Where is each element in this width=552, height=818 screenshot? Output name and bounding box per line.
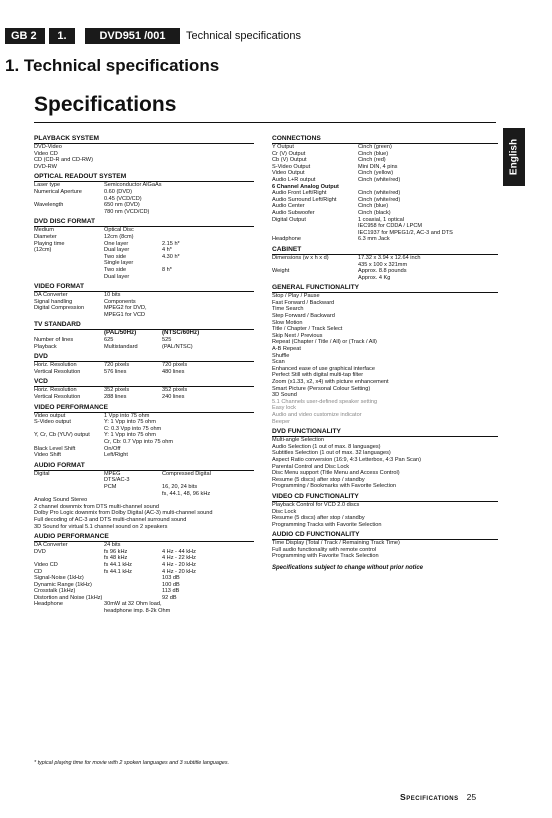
spec-value: fs 44.1 kHz — [104, 568, 132, 575]
spec-value: Cinch (green) — [358, 144, 392, 150]
spec-row — [34, 369, 254, 376]
spec-row — [34, 267, 254, 274]
spec-value: 0.60 (DVD) — [104, 188, 132, 195]
spec-label: Medium — [34, 227, 54, 234]
spec-value: Approx. 4 Kg — [358, 274, 391, 281]
model-box: DVD951 /001 — [85, 28, 180, 44]
spec-label: Number of lines — [34, 337, 74, 344]
notice: Specifications subject to change without prior notice — [272, 565, 424, 572]
spec-value: 352 pixels — [162, 387, 188, 394]
spec-row — [272, 170, 498, 177]
spec-row — [272, 210, 498, 217]
spec-value: Cinch (black) — [358, 209, 391, 216]
spec-head-row — [34, 330, 254, 337]
section-heading: TV STANDARD — [34, 321, 254, 330]
page-footer — [400, 792, 476, 802]
spec-line: Resume (5 discs) after stop / standby — [272, 476, 365, 483]
spec-value: Cinch (white/red) — [358, 176, 401, 183]
spec-line: Parental Control and Disc Lock — [272, 463, 350, 470]
page-number: 25 — [466, 792, 477, 802]
spec-label: Dimensions (w x h x d) — [272, 254, 329, 261]
spec-line: Programming with Favorite Track Selection — [272, 553, 379, 560]
spec-value: 4 Hz - 20 kHz — [162, 568, 196, 575]
spec-row — [34, 299, 254, 306]
spec-label: Headphone — [34, 601, 63, 608]
spec-value: 480 lines — [162, 368, 185, 375]
spec-value: DTS/AC-3 — [104, 477, 130, 484]
spec-value: 24 bits — [104, 542, 121, 549]
spec-row — [34, 151, 254, 158]
spec-value: 352 pixels — [104, 387, 130, 394]
spec-head: (NTSC/60Hz) — [162, 329, 200, 337]
spec-row — [272, 190, 498, 197]
spec-row — [34, 582, 254, 589]
spec-label: Diameter — [34, 233, 57, 240]
spec-section — [34, 404, 254, 459]
spec-value: 12cm (8cm) — [104, 233, 134, 240]
spec-label: Video Output — [272, 170, 305, 177]
spec-section — [272, 493, 498, 528]
spec-row — [34, 413, 254, 420]
spec-line: Programming / Bookmarks with Favorite Selection — [272, 483, 397, 490]
spec-label: Wavelength — [34, 202, 64, 209]
spec-label: Horiz. Resolution — [34, 387, 77, 394]
spec-value: 113 dB — [162, 588, 180, 595]
spec-value: 288 lines — [104, 394, 127, 401]
spec-label: Signal-Noise (1kHz) — [34, 575, 84, 582]
spec-label: (12cm) — [34, 247, 52, 254]
spec-section — [272, 428, 498, 490]
spec-value: Y: 1 Vpp into 75 ohm — [104, 419, 156, 426]
spec-line: 3D Sound — [272, 392, 297, 399]
spec-value: 0.45 (VCD/CD) — [104, 195, 142, 202]
right-column — [272, 135, 498, 572]
section-heading: VCD — [34, 378, 254, 387]
section-heading: AUDIO FORMAT — [34, 462, 254, 471]
spec-value: 780 nm (VCD/CD) — [104, 208, 150, 215]
spec-row — [34, 484, 254, 491]
spec-label: S-Video Output — [272, 163, 311, 170]
spec-row — [272, 203, 498, 210]
spec-label: Y, Cr, Cb (YUV) output — [34, 432, 90, 439]
spec-label: Cb (V) Output — [272, 157, 307, 164]
spec-section — [34, 135, 254, 170]
spec-value: MPEG1 for VCD — [104, 311, 146, 318]
spec-line: Repeat (Chapter / Title / All) or (Track / All) — [272, 339, 377, 346]
spec-value: Dual layer — [104, 273, 130, 280]
spec-section — [272, 531, 498, 560]
spec-line: Full audio functionality with remote control — [272, 546, 377, 553]
spec-label: Distortion and Noise (1kHz) — [34, 594, 103, 601]
section-heading: PLAYBACK SYSTEM — [34, 135, 254, 144]
spec-row — [34, 312, 254, 319]
spec-row — [272, 177, 498, 184]
spec-row — [34, 452, 254, 459]
spec-row — [34, 419, 254, 426]
spec-value: 30mW at 32 Ohm load, — [104, 601, 162, 608]
spec-value: 4 h* — [162, 247, 172, 254]
spec-value: fs 96 kHz — [104, 548, 128, 555]
spec-line: Perfect Still with digital multi-tap filter — [272, 372, 364, 379]
spec-value: 650 nm (DVD) — [104, 202, 140, 209]
spec-value: 8 h* — [162, 266, 172, 273]
spec-value: C: 0.3 Vpp into 75 ohm — [104, 425, 162, 432]
spec-row — [34, 241, 254, 248]
spec-section — [34, 533, 254, 615]
spec-line: Skip Next / Previous — [272, 332, 323, 339]
spec-value: MPEG — [104, 470, 121, 477]
spec-label: Laser type — [34, 182, 61, 189]
spec-value: 435 x 100 x 321mm — [358, 261, 408, 268]
spec-value: IEC958 for CDDA / LPCM — [358, 223, 423, 230]
spec-row — [34, 608, 254, 615]
spec-row — [272, 230, 498, 237]
spec-value: Approx. 8.8 pounds — [358, 268, 407, 275]
footer-label: Specifications — [400, 792, 459, 802]
spec-value: Cinch (red) — [358, 157, 386, 164]
section-heading: AUDIO CD FUNCTIONALITY — [272, 531, 498, 540]
section-heading: GENERAL FUNCTIONALITY — [272, 284, 498, 293]
spec-value: Two side — [104, 266, 127, 273]
spec-label: Video CD — [34, 561, 58, 568]
spec-label: Signal handling — [34, 298, 73, 305]
spec-value: 720 pixels — [162, 362, 188, 369]
spec-label: Audio Subwoofer — [272, 209, 315, 216]
spec-value: 16, 20, 24 bits — [162, 483, 198, 490]
spec-section — [34, 462, 254, 530]
spec-section — [34, 353, 254, 375]
spec-row — [34, 209, 254, 216]
spec-label: Audio Surround Left/Right — [272, 196, 337, 203]
spec-line: Time Display (Total / Track / Remaining Track Time) — [272, 540, 400, 547]
spec-row — [34, 575, 254, 582]
spec-label: Playing time — [34, 240, 65, 247]
spec-value: Multistandard — [104, 343, 138, 350]
section-heading: DVD DISC FORMAT — [34, 218, 254, 227]
spec-label: Cr (V) Output — [272, 150, 306, 157]
section-heading: CONNECTIONS — [272, 135, 498, 144]
spec-line: Smart Picture (Personal Colour Setting) — [272, 385, 371, 392]
spec-row — [34, 337, 254, 344]
section-heading: VIDEO CD FUNCTIONALITY — [272, 493, 498, 502]
spec-value: 576 lines — [104, 368, 127, 375]
spec-value: Cinch (blue) — [358, 150, 389, 157]
spec-row — [34, 562, 254, 569]
spec-line: 3D Sound for virtual 5.1 channel sound on 2 speakers — [34, 523, 168, 530]
spec-row — [272, 164, 498, 171]
spec-row — [34, 432, 254, 439]
spec-label: Weight — [272, 268, 290, 275]
spec-value: Components — [104, 298, 136, 305]
spec-label: Video output — [34, 412, 66, 419]
spec-row — [272, 255, 498, 262]
spec-line: Multi-angle Selection — [272, 437, 324, 444]
spec-label: Digital Output — [272, 216, 306, 223]
spec-label: Video CD — [34, 150, 58, 157]
spec-label: Audio Front Left/Right — [272, 190, 327, 197]
spec-value: 17.32 x 3.94 x 12.64 inch — [358, 254, 421, 261]
spec-row — [272, 197, 498, 204]
spec-row — [34, 555, 254, 562]
spec-section — [272, 246, 498, 281]
spec-head: (PAL/50Hz) — [104, 329, 137, 337]
spec-line: Zoom (x1.33, x2, x4) with picture enhancement — [272, 379, 389, 385]
spec-value: Y: 1 Vpp into 75 ohm — [104, 432, 156, 439]
spec-row — [34, 549, 254, 556]
spec-row — [272, 268, 498, 275]
spec-row — [34, 477, 254, 484]
spec-line: Shuffle — [272, 352, 290, 359]
spec-value: Cinch (yellow) — [358, 170, 394, 177]
spec-line: Resume (5 discs) after stop / standby — [272, 515, 365, 522]
spec-section — [272, 284, 498, 425]
spec-line: Aspect Ratio conversion (16:9, 4:3 Letterbox, 4:3 Pan Scan) — [272, 456, 421, 463]
spec-line: 5.1 Channels user-defined speaker setting — [272, 398, 378, 405]
spec-value: Cinch (blue) — [358, 203, 389, 210]
spec-label: Black Level Shift — [34, 445, 76, 452]
spec-row — [34, 274, 254, 281]
spec-label: Numerical Aperture — [34, 188, 82, 195]
spec-value: Cr, Cb: 0.7 Vpp into 75 ohm — [104, 439, 174, 445]
spec-row — [34, 569, 254, 576]
spec-label: DVD-Video — [34, 144, 62, 150]
spec-row — [34, 202, 254, 209]
spec-value: fs 48 kHz — [104, 555, 128, 562]
spec-section — [272, 135, 498, 243]
spec-row — [34, 491, 254, 498]
spec-value: Two side — [104, 253, 127, 260]
spec-row — [34, 305, 254, 312]
spec-value: Single layer — [104, 260, 134, 267]
spec-value: Cinch (white/red) — [358, 196, 401, 203]
spec-row — [272, 262, 498, 269]
spec-value: On/Off — [104, 445, 121, 452]
section-title: 1. Technical specifications — [5, 56, 220, 75]
spec-line: Stop / Play / Pause — [272, 293, 320, 300]
spec-label: DVD — [34, 548, 46, 555]
spec-section — [34, 173, 254, 215]
spec-line: Scan — [272, 359, 285, 366]
spec-row — [34, 234, 254, 241]
spec-row — [34, 344, 254, 351]
section-heading: DVD — [34, 353, 254, 362]
spec-subheading: 6 Channel Analog Output — [272, 183, 339, 190]
spec-value: 10 bits — [104, 292, 121, 299]
spec-line: Fast Forward / Backward — [272, 299, 335, 306]
spec-label: CD (CD-R and CD-RW) — [34, 157, 93, 164]
spec-value: Semiconductor AlGaAs — [104, 182, 162, 189]
spec-line: Disc Lock — [272, 508, 297, 515]
spec-label: Digital Compression — [34, 305, 85, 312]
spec-value: 4 Hz - 44 kHz — [162, 548, 196, 555]
spec-value: 1 Vpp into 75 ohm — [104, 412, 150, 419]
spec-value: Compressed Digital — [162, 470, 211, 477]
spec-line: Step Forward / Backward — [272, 313, 335, 320]
spec-line: Audio and video customize indicator — [272, 411, 362, 418]
spec-row — [34, 595, 254, 602]
spec-value: 4.30 h* — [162, 253, 180, 260]
lang-box: GB 2 — [5, 28, 45, 44]
language-tab — [503, 128, 525, 186]
spec-value: 92 dB — [162, 594, 177, 601]
spec-row — [34, 471, 254, 478]
spec-value: 525 — [162, 337, 172, 344]
spec-line: Slow Motion — [272, 319, 303, 326]
spec-row — [34, 247, 254, 254]
spec-section — [34, 283, 254, 318]
spec-line: Subtitles Selection (1 out of max. 32 languages) — [272, 450, 391, 457]
title-rule — [34, 122, 496, 123]
spec-line: Audio Selection (1 out of max. 8 languages) — [272, 443, 381, 450]
spec-row — [34, 439, 254, 446]
spec-row — [34, 588, 254, 595]
section-heading: OPTICAL READOUT SYSTEM — [34, 173, 254, 182]
spec-row — [34, 254, 254, 261]
spec-label: Horiz. Resolution — [34, 362, 77, 369]
spec-value: 4 Hz - 22 kHz — [162, 555, 196, 562]
spec-label: DVD-RW — [34, 163, 57, 170]
spec-label: Y Output — [272, 144, 294, 150]
spec-value: fs 44.1 kHz — [104, 561, 132, 568]
footnote: * typical playing time for movie with 2 spoken languages and 3 subtitle languages. — [34, 760, 230, 766]
spec-value: MPEG2 for DVD, — [104, 305, 147, 312]
spec-row — [34, 542, 254, 549]
spec-line: Easy lock — [272, 405, 296, 412]
spec-label: CD — [34, 568, 43, 575]
header-title: Technical specifications — [186, 30, 301, 42]
language-tab-label: English — [508, 138, 520, 176]
section-heading: CABINET — [272, 246, 498, 255]
spec-row — [272, 236, 498, 243]
spec-value: headphone imp. 8-2k Ohm — [104, 608, 171, 615]
spec-line: A-B Repeat — [272, 346, 301, 353]
spec-line: Full decoding of AC-3 and DTS multi-channel surround sound — [34, 516, 187, 523]
spec-row — [34, 394, 254, 401]
spec-row — [272, 157, 498, 164]
spec-row — [34, 601, 254, 608]
spec-value: Cinch (white/red) — [358, 190, 401, 197]
spec-value: Optical Disc — [104, 227, 134, 234]
spec-line: Dolby Pro Logic downmix from Dolby Digital (AC-3) multi-channel sound — [34, 510, 213, 517]
spec-value: 2.15 h* — [162, 240, 180, 247]
spec-row — [34, 387, 254, 394]
spec-section — [34, 218, 254, 280]
spec-value: fs, 44.1, 48, 96 kHz — [162, 490, 211, 497]
spec-value: Dual layer — [104, 247, 130, 254]
spec-value: 4 Hz - 20 kHz — [162, 561, 196, 568]
spec-line: Analog Sound Stereo — [34, 497, 88, 504]
spec-line: Playback Control for VCD 2.0 discs — [272, 501, 360, 508]
spec-line: Programming Tracks with Favorite Selection — [272, 521, 382, 528]
spec-value: (PAL/NTSC) — [162, 343, 193, 350]
spec-row — [34, 362, 254, 369]
spec-row — [272, 144, 498, 151]
section-heading: AUDIO PERFORMANCE — [34, 533, 254, 542]
spec-label: Crosstalk (1kHz) — [34, 588, 76, 595]
spec-row — [34, 260, 254, 267]
spec-row — [34, 426, 254, 433]
spec-row — [34, 144, 254, 151]
spec-label: Audio Center — [272, 203, 305, 210]
page-header — [5, 28, 301, 44]
spec-value: 103 dB — [162, 575, 180, 582]
spec-line: Enhanced ease of use graphical interface — [272, 365, 375, 372]
spec-label: Headphone — [272, 236, 301, 243]
spec-value: PCM — [104, 483, 117, 490]
spec-line: Title / Chapter / Track Select — [272, 326, 343, 333]
spec-label: DA Converter — [34, 292, 68, 299]
spec-value: 240 lines — [162, 394, 185, 401]
section-heading: VIDEO FORMAT — [34, 283, 254, 292]
spec-value: Left/Right — [104, 452, 128, 459]
spec-row — [34, 164, 254, 171]
spec-label: Video Shift — [34, 452, 61, 459]
section-heading: DVD FUNCTIONALITY — [272, 428, 498, 437]
spec-label: Vertical Resolution — [34, 368, 81, 375]
spec-value: 720 pixels — [104, 362, 130, 369]
spec-row — [34, 157, 254, 164]
spec-row — [34, 196, 254, 203]
spec-section — [34, 378, 254, 400]
spec-row — [272, 223, 498, 230]
spec-label: Vertical Resolution — [34, 394, 81, 401]
spec-line: 2 channel downmix from DTS multi-channel sound — [34, 503, 159, 510]
spec-label: DA Converter — [34, 542, 68, 549]
spec-label: Dynamic Range (1kHz) — [34, 581, 92, 588]
spec-line: Disc Menu support (Title Menu and Access Control) — [272, 470, 400, 477]
section-heading: VIDEO PERFORMANCE — [34, 404, 254, 413]
spec-value: IEC1937 for MPEG1/2, AC-3 and DTS — [358, 229, 453, 236]
spec-line: Beeper — [272, 418, 291, 425]
spec-label: Audio L+R output — [272, 176, 316, 183]
spec-value: 625 — [104, 337, 114, 344]
spec-value: 1 coaxial, 1 optical — [358, 216, 405, 223]
spec-row — [34, 227, 254, 234]
spec-label: S-Video output — [34, 419, 71, 426]
spec-row — [34, 292, 254, 299]
spec-value: 100 dB — [162, 581, 180, 588]
spec-row — [34, 189, 254, 196]
spec-row — [34, 182, 254, 189]
left-column — [34, 135, 254, 618]
spec-label: Digital — [34, 470, 50, 477]
spec-value: Mini DIN, 4 pins — [358, 163, 398, 170]
spec-row — [272, 275, 498, 282]
spec-label: Playback — [34, 343, 57, 350]
chapter-box: 1. — [49, 28, 75, 44]
spec-value: 6.3 mm Jack — [358, 236, 390, 243]
spec-value: One layer — [104, 240, 129, 247]
spec-line: Time Search — [272, 306, 304, 313]
spec-row — [272, 217, 498, 224]
page-title: Specifications — [34, 93, 177, 116]
spec-section — [34, 321, 254, 350]
spec-row — [272, 151, 498, 158]
spec-row — [34, 446, 254, 453]
